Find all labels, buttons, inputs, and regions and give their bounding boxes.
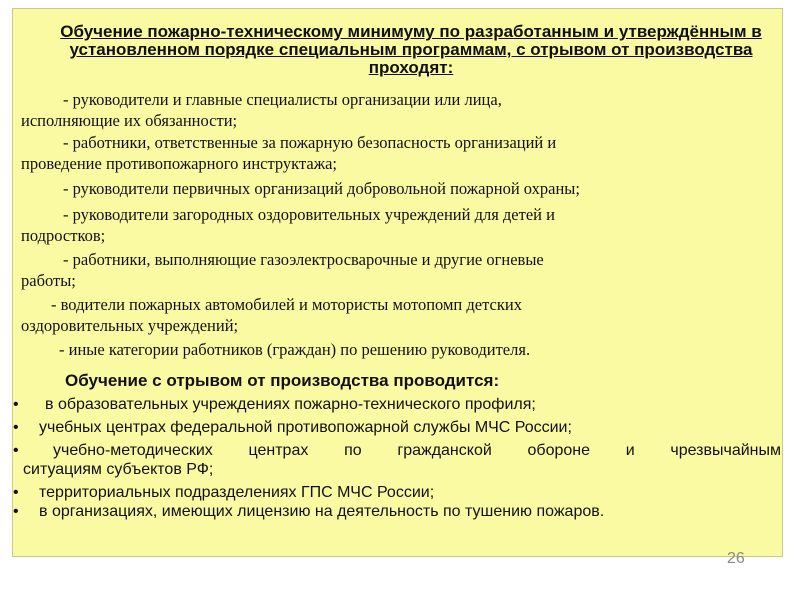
category-item: - руководители и главные специалисты организации или лица, исполняющие их обязанности; — [21, 90, 502, 130]
category-item: - руководители загородных оздоровительных учреждений для детей и подростков; — [21, 205, 555, 245]
slide — [12, 8, 783, 557]
bullet-icon: • — [13, 419, 19, 436]
bullet-item: • в организациях, имеющих лицензию на деятельность по тушению пожаров. — [13, 503, 605, 520]
category-item: - работники, выполняющие газоэлектросварочные и другие огневые работы; — [21, 250, 544, 290]
subheading: Обучение с отрывом от производства проводится: — [65, 371, 500, 390]
bullet-item: • территориальных подразделениях ГПС МЧС России; — [13, 484, 435, 501]
bullet-icon: • — [13, 442, 19, 459]
bullet-icon: • — [13, 396, 19, 413]
category-item: - иные категории работников (граждан) по решению руководителя. — [59, 340, 531, 359]
bullet-icon: • — [13, 484, 19, 501]
category-item: - водители пожарных автомобилей и мотористы мотопомп детских оздоровительных учреждений; — [21, 295, 522, 335]
slide-title: Обучение пожарно-техническому минимуму по разработанным и утверждённым в установленном порядке специальным программам, с отрывом от производства проходят: — [60, 22, 762, 77]
bullet-item: • учебных центрах федеральной противопожарной службы МЧС России; — [13, 419, 572, 436]
bullet-item: • учебно-методических центрах по гражданской обороне и чрезвычайным — [13, 442, 781, 459]
bullet-item-continuation: ситуациям субъектов РФ; — [23, 461, 214, 478]
bullet-icon: • — [13, 503, 19, 520]
category-item: - работники, ответственные за пожарную безопасность организаций и проведение противопожарного инструктажа; — [21, 133, 557, 173]
category-item: - руководители первичных организаций добровольной пожарной охраны; — [63, 179, 580, 198]
bullet-item: • в образовательных учреждениях пожарно-технического профиля; — [13, 396, 536, 413]
page-number: 26 — [727, 550, 745, 567]
